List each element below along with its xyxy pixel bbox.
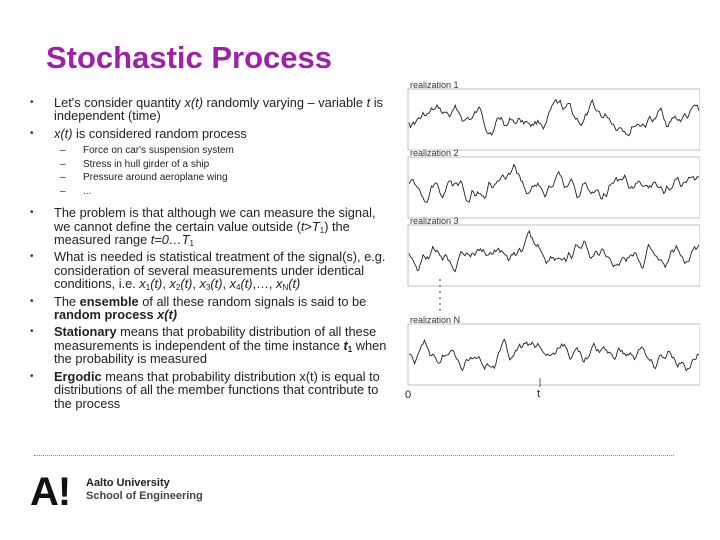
logo-mark: A! — [30, 470, 71, 514]
bullet-5: • The ensemble of all these random signals is said to be random process x(t) — [30, 293, 367, 323]
sub-item: – ... — [60, 185, 92, 197]
sub-item: – Stress in hull girder of a ship — [60, 158, 210, 170]
axis-zero-label: 0 — [405, 389, 412, 401]
realization-3-label: realization 3 — [410, 216, 459, 226]
realization-2-label: realization 2 — [410, 148, 459, 158]
bullet-list — [28, 96, 390, 410]
realization-1-label: realization 1 — [410, 80, 459, 90]
signal-trace-2 — [409, 165, 699, 203]
sub-item: – Pressure around aeroplane wing — [60, 172, 228, 184]
bullet-6: • Stationary means that probability distribution of all these measurements is independent of the time instance $t_1$ when the probability is measured — [30, 324, 387, 367]
bullet-7: • Ergodic means that probability distribution x(t) is equal to distributions of all the member functions that contribute to the process — [30, 368, 380, 411]
logo-school: School of Engineering — [86, 490, 203, 502]
bullet-4: • What is needed is statistical treatment of the signal(s), e.g. consideration of several measurements under identical conditions, i.e. $x_1(t)$, $x_2(t)$, $x_3(t)$, $x_4(t),\dots$, $x_N(t)$ — [30, 249, 386, 293]
bullet-1: • Let's consider quantity x(t) randomly varying – variable t is independent (time) — [30, 95, 383, 124]
bullet-3: • The problem is that although we can measure the signal, we cannot define the certain value outside $(t>T_1)$ the measured range $t=0\dots T_1$ — [30, 205, 376, 249]
signal-trace-n — [409, 339, 699, 370]
signal-trace-3 — [409, 231, 699, 272]
bullet-2: • x(t) is considered random process — [30, 125, 247, 141]
realizations-figure — [400, 78, 700, 408]
sub-item: – Force on car's suspension system — [60, 145, 234, 157]
continuation-dots — [439, 279, 441, 311]
slide-title: Stochastic Process — [46, 40, 333, 75]
logo-university: Aalto University — [86, 477, 170, 489]
axis-t-label: t — [537, 388, 541, 400]
signal-trace-1 — [409, 100, 699, 136]
footer-divider — [34, 455, 674, 456]
realization-n-label: realization N — [410, 315, 461, 325]
signal-plot — [400, 78, 700, 408]
aalto-logo — [30, 470, 220, 512]
